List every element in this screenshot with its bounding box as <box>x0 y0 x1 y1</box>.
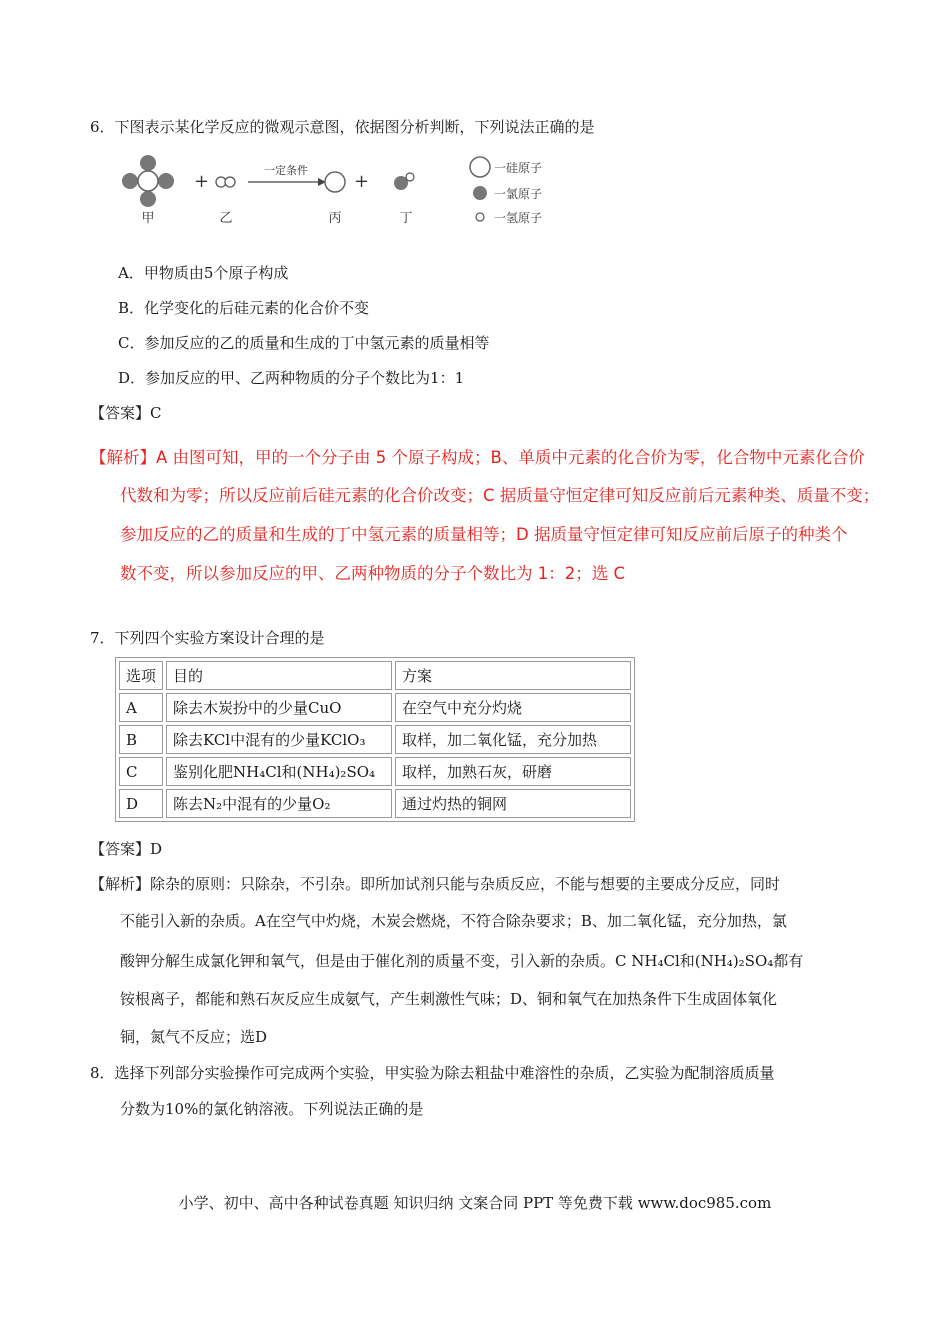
molecule-bing-icon <box>325 172 345 192</box>
page-footer: 小学、初中、高中各种试卷真题 知识归纳 文案合同 PPT 等免费下载 www.doc985.com <box>178 1194 772 1212</box>
arrow-label: 一定条件 <box>264 164 308 177</box>
q7-analysis-line-4: 铵根离子，都能和熟石灰反应生成氨气，产生刺激性气味；D、铜和氧气在加热条件下生成固体氧化 <box>120 990 778 1008</box>
table-header-cell: 选项 <box>119 661 163 690</box>
table-header-cell: 目的 <box>166 661 392 690</box>
table-cell: 通过灼热的铜网 <box>395 789 631 818</box>
legend-si: 一硅原子 <box>494 161 543 175</box>
table-row <box>119 757 631 786</box>
table-cell: A <box>119 693 163 722</box>
q7-analysis-line-5: 铜，氮气不反应；选D <box>120 1028 268 1046</box>
table-cell: 陈去N₂中混有的少量O₂ <box>166 789 392 818</box>
q6-analysis-line-3: 参加反应的乙的质量和生成的丁中氢元素的质量相等；D 据质量守恒定律可知反应前后原子的种类个 <box>120 525 848 544</box>
molecule-ding-icon <box>394 173 414 190</box>
q7-options-table <box>115 657 635 822</box>
q8-line-2: 分数为10%的氯化钠溶液。下列说法正确的是 <box>120 1100 424 1118</box>
label-ding: 丁 <box>399 211 413 226</box>
table-header-cell: 方案 <box>395 661 631 690</box>
plus-1: + <box>194 171 210 192</box>
legend-h: 一氢原子 <box>494 211 543 225</box>
table-cell: 除去木炭扮中的少量CuO <box>166 693 392 722</box>
plus-2: + <box>354 171 370 192</box>
q7-analysis-line-1: 【解析】除杂的原则：只除杂，不引杂。即所加试剂只能与杂质反应，不能与想要的主要成分反应，同时 <box>90 875 781 893</box>
label-yi: 乙 <box>219 211 233 226</box>
reaction-diagram <box>118 150 568 230</box>
q6-option-b: B．化学变化的后硅元素的化合价不变 <box>118 299 370 317</box>
table-cell: 取样，加熟石灰，研磨 <box>395 757 631 786</box>
label-bing: 丙 <box>328 211 342 226</box>
q6-analysis-line-4: 数不变，所以参加反应的甲、乙两种物质的分子个数比为 1：2；选 C <box>120 564 626 583</box>
q6-question: 6．下图表示某化学反应的微观示意图，依据图分析判断，下列说法正确的是 <box>90 118 595 136</box>
q6-analysis-line-1: 【解析】A 由图可知，甲的一个分子由 5 个原子构成；B、单质中元素的化合价为零，化合物中元素化合价 <box>90 448 865 467</box>
q7-answer: 【答案】D <box>90 840 163 858</box>
table-cell: 鉴别化肥NH₄Cl和(NH₄)₂SO₄ <box>166 757 392 786</box>
q6-option-c: C．参加反应的乙的质量和生成的丁中氢元素的质量相等 <box>118 334 490 352</box>
reaction-arrow-icon <box>248 178 326 186</box>
q7-analysis-line-2: 不能引入新的杂质。A在空气中灼烧，木炭会燃烧，不符合除杂要求；B、加二氧化锰，充分加热，氯 <box>120 912 787 930</box>
table-header-row <box>119 661 631 690</box>
table-cell: 除去KCl中混有的少量KClO₃ <box>166 725 392 754</box>
legend-si-icon <box>470 157 490 177</box>
q7-analysis-line-3: 酸钾分解生成氯化钾和氧气，但是由于催化剂的质量不变，引入新的杂质。C NH₄Cl和(NH₄)₂SO₄都有 <box>120 952 804 970</box>
label-jia: 甲 <box>141 211 155 226</box>
q7-question: 7．下列四个实验方案设计合理的是 <box>90 629 325 647</box>
legend-h-icon <box>476 213 484 221</box>
molecule-yi-icon <box>216 177 235 187</box>
table-row <box>119 789 631 818</box>
table-cell: B <box>119 725 163 754</box>
q6-analysis-line-2: 代数和为零；所以反应前后硅元素的化合价改变；C 据质量守恒定律可知反应前后元素种类、质量不变； <box>120 486 880 505</box>
table-cell: 取样，加二氧化锰，充分加热 <box>395 725 631 754</box>
table-cell: C <box>119 757 163 786</box>
q6-answer: 【答案】C <box>90 404 162 422</box>
table-cell: 在空气中充分灼烧 <box>395 693 631 722</box>
q8-line-1: 8．选择下列部分实验操作可完成两个实验，甲实验为除去粗盐中难溶性的杂质，乙实验为配制溶质质量 <box>90 1064 775 1082</box>
molecule-jia-icon <box>122 155 174 207</box>
legend-cl-icon <box>473 186 487 200</box>
legend <box>470 157 542 225</box>
table-row <box>119 693 631 722</box>
table-row <box>119 725 631 754</box>
q6-option-d: D．参加反应的甲、乙两种物质的分子个数比为1：1 <box>118 369 465 387</box>
legend-cl: 一氯原子 <box>494 187 543 201</box>
q6-option-a: A．甲物质由5个原子构成 <box>118 264 289 282</box>
table-cell: D <box>119 789 163 818</box>
